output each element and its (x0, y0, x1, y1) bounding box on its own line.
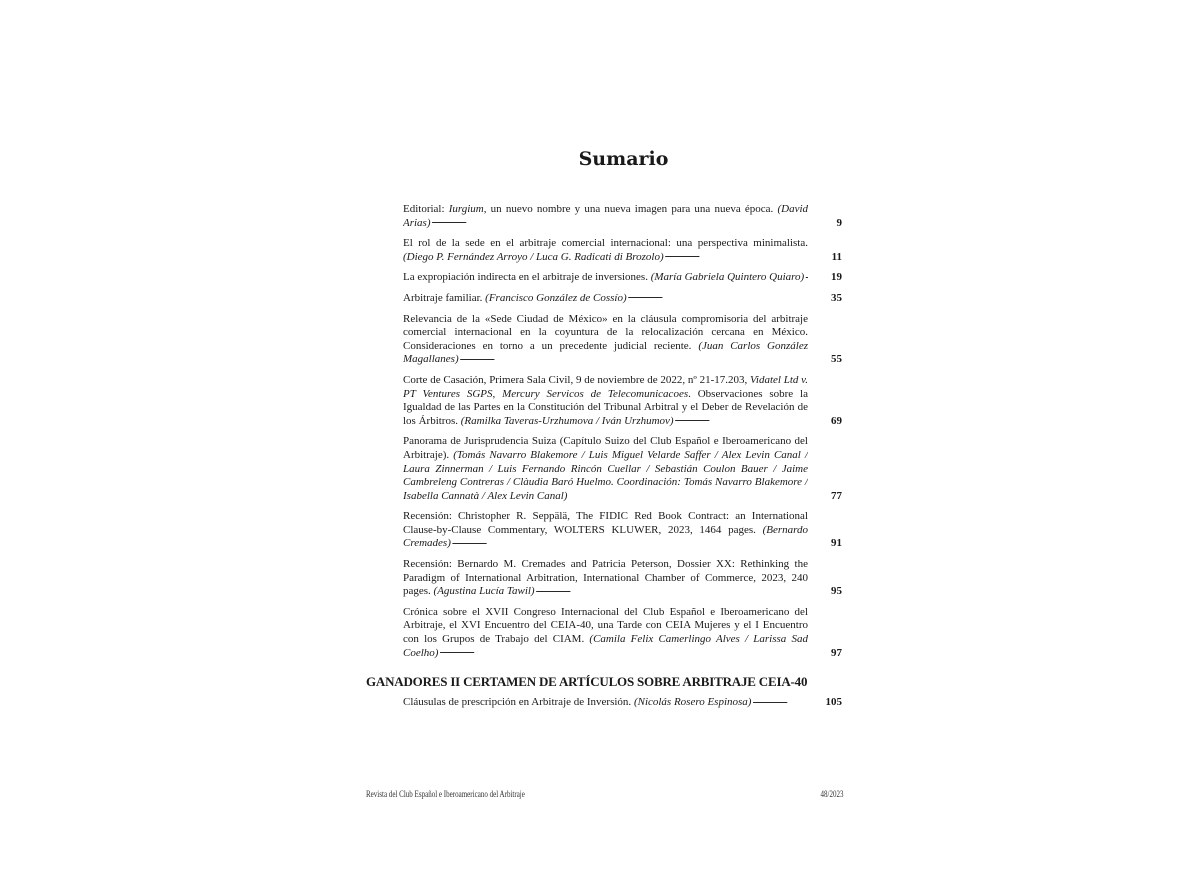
entry-title-text: Panorama de Jurisprudencia Suiza (Capítulo Suizo del Club Español e Iberoamericano del Arbitraje). (403, 435, 808, 461)
toc-entry[interactable] (403, 606, 844, 660)
entry-author-or-italic: (Diego P. Fernández Arroyo / Luca G. Radicati di Brozolo) (403, 250, 664, 263)
page-title: Sumario (578, 148, 669, 170)
entry-title-text: Recensión: Christopher R. Seppälä, The FIDIC Red Book Contract: an International Clause-by-Clause Commentary, WOLTERS KLUWER, 2023, 1464 pages. (403, 510, 808, 536)
page-number: 55 (831, 353, 842, 366)
footer-issue: 48/2023 (820, 789, 844, 799)
entry-author-or-italic: (Juan Carlos González Magallanes) (403, 339, 808, 366)
entry-title-text: La expropiación indirecta en el arbitraje de inversiones. (403, 271, 651, 284)
toc-entry-text (403, 435, 808, 503)
page-number: 97 (831, 646, 842, 659)
page-number: 11 (831, 250, 842, 263)
entry-author-or-italic: Iurgium (448, 203, 484, 215)
toc-entry[interactable] (403, 313, 844, 367)
toc-entry[interactable] (403, 292, 844, 306)
table-of-contents (366, 203, 844, 667)
entry-author-or-italic: (Camila Felix Camerlingo Alves / Larissa Sad Coelho) (403, 633, 808, 659)
entry-author-or-italic: (David Arias) (403, 203, 808, 229)
entry-title-text: Editorial: (403, 203, 449, 215)
entry-title-text: El rol de la sede en el arbitraje comercial internacional: una perspectiva minimalista. (403, 237, 808, 250)
entry-title-text: Crónica sobre el XVII Congreso Internacional del Club Español e Iberoamericano del Arbitraje, el XVI Encuentro del CEIA-40, una Tarde con CEIA Mujeres y el I Encuentro con los Grupos de Trabajo del CIAM. (403, 605, 808, 646)
toc-entry[interactable] (403, 558, 844, 599)
entry-author-or-italic: (Agustina Lucía Tawil) (433, 585, 535, 598)
entry-title-text: Corte de Casación, Primera Sala Civil, 9 de noviembre de 2022, nº 21-17.203, (403, 373, 751, 386)
page-number: 35 (831, 291, 842, 304)
entry-author-or-italic: (María Gabriela Quintero Quiaro) (650, 271, 805, 284)
page-footer (366, 768, 844, 800)
section-contents (366, 696, 844, 717)
page-number: 105 (825, 696, 842, 709)
toc-entry[interactable] (403, 237, 844, 264)
toc-entry[interactable] (403, 271, 844, 285)
toc-entry-text (403, 292, 808, 306)
entry-title-text: , un nuevo nombre y una nueva imagen para una nueva época. (483, 203, 778, 215)
page-number: 69 (831, 414, 842, 427)
toc-entry-text (403, 558, 808, 599)
entry-author-or-italic: Vidatel Ltd v. PT Ventures SGPS, Mercury Servicos de Telecomunicacoes (403, 373, 808, 400)
toc-entry[interactable] (403, 435, 844, 503)
toc-entry-text (403, 606, 808, 660)
entry-title-text: Arbitraje familiar. (403, 291, 486, 304)
footer-journal-name: Revista del Club Español e Iberoamericano del Arbitraje (366, 789, 525, 799)
entry-author-or-italic: (Francisco González de Cossío) (485, 291, 627, 304)
toc-entry-text (403, 374, 808, 428)
entry-title-text: . Observaciones sobre la Igualdad de las Partes en la Constitución del Tribunal Arbitral y el Deber de Revelación de los Árbitros. (403, 387, 808, 427)
entry-author-or-italic: (Tomás Navarro Blakemore / Luis Miguel Velarde Saffer / Alex Levin Canal / Laura Zinnerman / Luis Fernando Rincón Cuellar / Sebastián Coulon Bauer / Jaime Cambreleng Contreras / Clàudia Baró Huelmo. Coordinación: Tomás Navarro Blakemore / Isabella Cannatà / Alex Levin Canal) (403, 448, 808, 502)
toc-entry-text (403, 237, 808, 264)
entry-title-text: Recensión: Bernardo M. Cremades and Patricia Peterson, Dossier XX: Rethinking the Paradigm of International Arbitration, International Chamber of Commerce, 2023, 240 pages. (403, 558, 808, 598)
toc-entry[interactable] (403, 203, 844, 230)
entry-title-text: Cláusulas de prescripción en Arbitraje de Inversión. (403, 696, 634, 709)
entry-title-text: Relevancia de la «Sede Ciudad de México» en la cláusula compromisoria del arbitraje comercial internacional en la coyuntura de la relocalización cercana en México. Consideraciones en torno a un precedente judicial reciente. (403, 312, 808, 352)
toc-entry-text (403, 203, 808, 230)
toc-entry-text (403, 271, 808, 285)
toc-entry-text (403, 696, 808, 710)
toc-entry-text (403, 313, 808, 367)
page-number: 77 (831, 489, 842, 502)
page-number: 91 (831, 537, 842, 550)
section-heading: GANADORES II CERTAMEN DE ARTÍCULOS SOBRE ARBITRAJE CEIA-40 (366, 674, 808, 690)
toc-entry[interactable] (403, 510, 844, 551)
toc-entry[interactable] (403, 374, 844, 428)
page-number: 95 (831, 585, 842, 598)
page-number: 9 (836, 216, 842, 229)
toc-entry[interactable] (403, 696, 844, 710)
entry-author-or-italic: (Ramilka Taveras-Urzhumova / Iván Urzhumov) (460, 414, 674, 427)
page-number: 19 (831, 271, 842, 284)
entry-author-or-italic: (Bernardo Cremades) (403, 523, 808, 550)
document-page (366, 0, 844, 800)
toc-entry-text (403, 510, 808, 551)
entry-author-or-italic: (Nicolás Rosero Espinosa) (633, 696, 752, 709)
